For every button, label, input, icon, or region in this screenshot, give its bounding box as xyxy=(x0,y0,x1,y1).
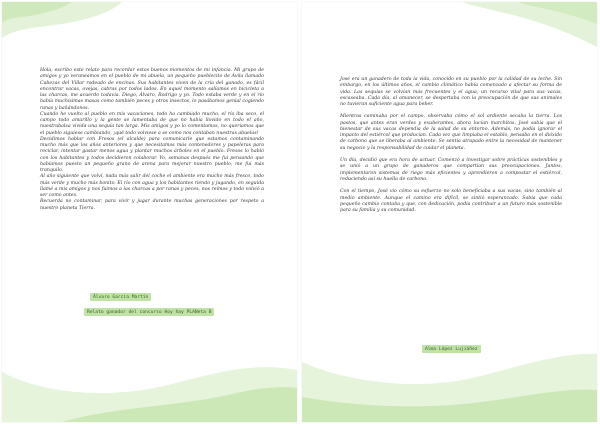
left-paragraph: Recuerda no contaminar, para vivir y jugar durante muchas generaciones por respeto a nuestro planeta Tierra. xyxy=(40,199,264,211)
left-paragraph: Hola, escribo este relato para recordar estos buenos momentos de mi infancia. Mi grupo de amigos y yo veraneamos en el pueblo de mi abuela, un pequeño pueblecito de Ávila llamado Cabezas del Villar rodeado de encinas. Sus habitantes viven de la cría del ganado, es fácil encontrar vacas, ovejas, cabras por todos lados. En aquel momento salíamos en bicicleta a las charcas, me acuerdo todavía. Diego, Álvaro, Rodrigo y yo. Todo estaba verde y en el río había muchísimas masas como también peces y otros insectos, lo pasábamos genial cogiendo ranas y bañándonos. xyxy=(40,68,264,111)
left-paragraph: Al año siguiente que volví, nada más salir del coche el ambiente era mucho más fresco, todo más verde y mucho más bonito. El río con agua y los habitantes riendo y jugando, en seguida llamé a mis amigos y nos fuimos a las charcas a por ranas y peces, nos reímos y todo volvió a ser como antes. xyxy=(40,174,264,198)
author-badge: Álvaro García Martín xyxy=(90,293,151,301)
right-paragraph: Mientras caminaba por el campo, observaba cómo el sol ardiente secaba la tierra. Los pastos, que antes eran verdes y exuberantes, ahora lucían marchitos. José sabía que el bienestar de sus vacas dependía de la salud de su entorno. Además, no podía ignorar el impacto del estiércol que producían. Cada vez que limpiaba el establo, pensaba en el dióxido de carbono que se liberaba al ambiente. Se sentía atrapado entre la necesidad de mantener su negocio y la responsabilidad de cuidar el planeta. xyxy=(340,114,562,151)
award-badge: Relato ganador del concurso Hoy hay PLANeta B xyxy=(84,308,214,316)
left-story-text xyxy=(40,68,264,212)
author-badge: Alma López Lujiáñez xyxy=(422,345,481,353)
right-page xyxy=(302,2,597,422)
right-paragraph: Un día, decidió que era hora de actuar. Comenzó a investigar sobre prácticas sostenibles y se unió a un grupo de ganaderos que compartían sus preocupaciones. Juntos, implementaron sistemas de riego más eficientes y aprendieron a compostar el estiércol, reduciendo así su huella de carbono. xyxy=(340,158,562,182)
left-paragraph: Cuando he vuelto al pueblo en mis vacaciones, todo ha cambiado mucho, el río iba seco, el campo todo amarillo y la gente se lamentaba de que no había llovido en todo el año, nuestrabalsa vivida una sequía tan larga. Mis amigos y yo lo comentamos, no queríamos que el pueblo siguiese cambiando, ¡qué todo volviese a se como nos contaban nuestras abuelas! xyxy=(40,111,264,136)
right-paragraph: Con el tiempo, José vio cómo su esfuerzo no solo beneficiaba a sus vacas, sino también al medio ambiente. Aunque el camino era difícil, se sintió esperanzado. Sabía que cada pequeño cambio contaba y que, con dedicación, podía contribuir a un futuro más sostenible para su familia y su comunidad. xyxy=(340,189,562,214)
left-wave-decoration xyxy=(2,2,297,422)
right-story-text xyxy=(340,77,562,221)
left-paragraph: Decidimos hablar con Fresos (el alcalde) para comunicarle que estamos contaminando mucho más que los años anteriores y que necesitamos más contenedores y papeleras para reciclar, intentar gastar menos agua y plantar muchos árboles en el pueblo. Fresos lo habló con los habitantes y todos decidieron colaborar. Yo, semanas después me fui pensando que habíamos puesto un pequeño grano de arena para mejorar nuestro pueblo, me fui más tranquilo. xyxy=(40,136,264,173)
left-page xyxy=(2,2,297,422)
right-paragraph: José era un ganadero de toda la vida, conocido en su pueblo por la calidad de su leche. Sin embargo, en los últimos años, el cambio climático había comenzado a afectar su forma de vida. Las sequías se volvían más frecuentes y el agua, un recurso vital para sus vacas, escaseaba. Cada día, al amanecer, se despertaba con la preocupación de que sus animales no tuvieran suficiente agua para beber. xyxy=(340,77,562,107)
